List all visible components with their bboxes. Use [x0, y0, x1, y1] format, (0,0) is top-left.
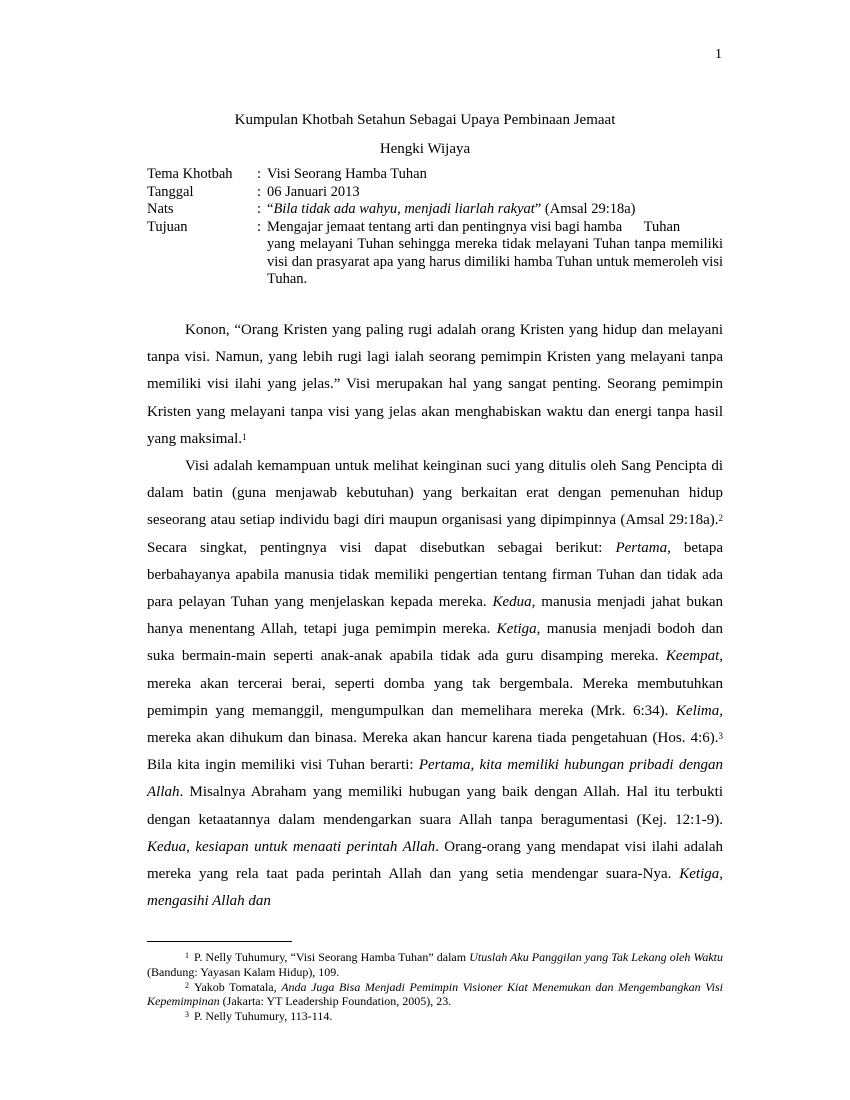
p2-text-h: Bila kita ingin memiliki visi Tuhan berarti: — [147, 757, 419, 774]
tema-label: Tema Khotbah — [147, 166, 233, 182]
colon: : — [257, 218, 262, 235]
p2-text-k: . Orang-orang yang mendapat visi ilahi adalah mereka yang rela taat pada perintah Allah dan yang setia mendengar suara-Nya. — [147, 838, 723, 883]
paragraph-2 — [147, 453, 731, 915]
p2-kelima: Kelima, — [675, 702, 723, 719]
footnote-2-text-a: Yakob Tomatala, — [194, 979, 282, 994]
tujuan-rest: yang melayani Tuhan sehingga mereka tidak melayani Tuhan tanpa memiliki visi dan prasyarat apa yang harus dimiliki hamba Tuhan untuk memeroleh visi Tuhan. — [267, 236, 723, 287]
sermon-info — [147, 166, 723, 289]
footnote-1-title: Utuslah Aku Panggilan yang Tak Lekang oleh Waktu — [469, 950, 723, 964]
nats-value — [267, 201, 723, 219]
footnote-2-title: Anda Juga Bisa Menjadi Pemimpin Visioner Kiat Menemukan dan Mengembangkan Visi Kepemimpinan — [147, 979, 724, 1009]
footnote-2-text-b: (Jakarta: YT Leadership Foundation, 2005), 23. — [219, 994, 452, 1009]
footnote-3-number: 3 — [185, 1010, 189, 1020]
colon: : — [257, 166, 262, 182]
p2-pertama: Pertama, — [615, 539, 671, 556]
tujuan-label: Tujuan — [147, 218, 188, 235]
footnote-2 — [147, 980, 723, 1010]
paragraph-1 — [147, 317, 723, 453]
footnotes — [147, 950, 723, 1024]
p2-text-f: mereka akan tercerai berai, seperti domba yang tak bergembala. Mereka membutuhkan pemimpin yang memanggil, mengumpulkan dan memelihara mereka (Mrk. 6:34). — [147, 675, 723, 719]
p2-text-j: . Misalnya Abraham yang memiliki hubugan yang baik dengan Allah. Hal itu terbukti dengan ketaatannya dalam mendengarkan suara Allah tanpa beragumentasi (Kej. 12:1-9). — [147, 784, 723, 828]
nats-quote: Bila tidak ada wahyu, menjadi liarlah rakyat — [273, 201, 535, 217]
tujuan-line1: Mengajar jemaat tentang arti dan pentingnya visi bagi hamba Tuhan — [267, 218, 681, 235]
footnote-separator — [147, 941, 292, 942]
sermon-body — [147, 317, 731, 915]
document-title: Kumpulan Khotbah Setahun Sebagai Upaya Pembinaan Jemaat — [234, 112, 616, 128]
tujuan-row — [147, 219, 723, 237]
nats-row — [147, 201, 723, 219]
p2-keempat: Keempat, — [665, 648, 723, 665]
author-name: Hengki Wijaya — [379, 141, 471, 157]
footnote-1-text-b: (Bandung: Yayasan Kalam Hidup), 109. — [147, 964, 340, 979]
footnote-ref-2: 2 — [718, 513, 723, 524]
p2-text-c: betapa berbahayanya apabila manusia tidak memiliki pengertian tentang firman Tuhan dan tidak ada para pelayan Tuhan yang menjelaskan kepada mereka. — [147, 539, 723, 611]
tanggal-value: 06 Januari 2013 — [267, 183, 360, 200]
paragraph-1-text: Konon, “Orang Kristen yang paling rugi adalah orang Kristen yang hidup dan melayani tanpa visi. Namun, yang lebih rugi lagi ialah seorang pemimpin Kristen yang melayani tanpa memiliki visi ilahi yang jelas.” Visi merupakan hal yang sangat penting. Seorang pemimpin Kristen yang melayani tanpa visi yang jelas akan menghabiskan waktu dan energi tanpa hasil yang maksimal. — [147, 322, 723, 447]
p2-italic-1: Pertama, kita memiliki hubungan pribadi dengan Allah — [147, 757, 723, 801]
footnote-1 — [147, 950, 723, 980]
footnote-ref-3: 3 — [718, 731, 723, 742]
p2-ketiga: Ketiga, — [496, 621, 541, 638]
nats-reference: ” (Amsal 29:18a) — [534, 201, 636, 217]
p2-kedua: Kedua, — [492, 594, 536, 611]
tema-row — [147, 166, 723, 184]
colon: : — [257, 201, 262, 217]
tanggal-label: Tanggal — [147, 183, 194, 200]
tanggal-row — [147, 184, 723, 202]
colon: : — [257, 183, 262, 200]
footnote-1-number: 1 — [185, 951, 189, 960]
footnote-3-text: P. Nelly Tuhumury, 113-114. — [194, 1009, 333, 1024]
nats-label: Nats — [147, 201, 174, 217]
p2-italic-3: Ketiga, mengasihi Allah dan — [147, 866, 723, 910]
p2-text-a: Visi adalah kemampuan untuk melihat keinginan suci yang ditulis oleh Sang Pencipta di dalam batin (guna menjawab kebutuhan) yang berkaitan erat dengan pemenuhan hidup seseorang atau setiap individu bagi diri maupun organisasi yang dipimpinnya (Amsal 29:18a). — [147, 458, 723, 529]
p2-text-g: mereka akan dihukum dan binasa. Mereka akan hancur karena tiada pengetahuan (Hos. 4:6). — [147, 730, 719, 747]
tema-value: Visi Seorang Hamba Tuhan — [267, 166, 427, 182]
p2-italic-2: Kedua, kesiapan untuk menaati perintah Allah — [147, 838, 436, 855]
footnote-ref-1: 1 — [241, 431, 247, 442]
footnote-3 — [147, 1009, 723, 1024]
footnote-1-text-a: P. Nelly Tuhumury, “Visi Seorang Hamba Tuhan” dalam — [194, 950, 470, 964]
footnote-2-number: 2 — [185, 980, 189, 990]
p2-text-b: Secara singkat, pentingnya visi dapat disebutkan sebagai berikut: — [147, 512, 731, 556]
p2-text-e: manusia menjadi bodoh dan suka bermain-main seperti anak-anak apabila tidak ada guru disamping mereka. — [147, 621, 723, 665]
nats-open-quote: “ — [267, 201, 274, 217]
page-number: 1 — [715, 47, 722, 62]
p2-text-d: manusia menjadi jahat bukan hanya menentang Allah, tetapi juga pemimpin mereka. — [147, 594, 723, 638]
